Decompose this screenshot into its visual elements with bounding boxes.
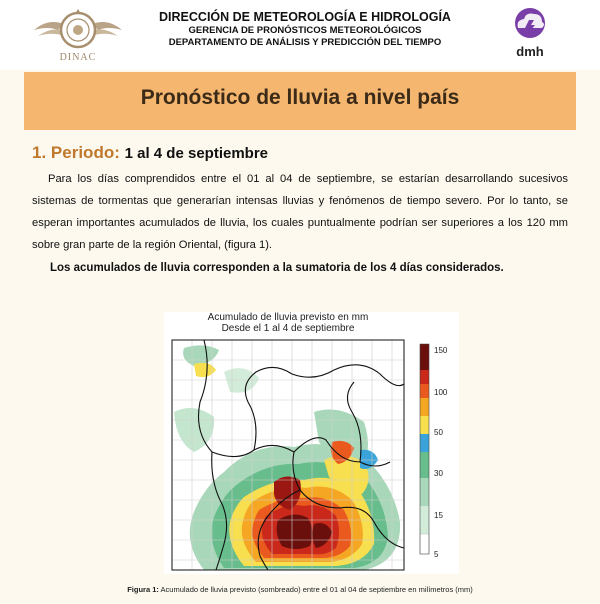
accumulation-note: Los acumulados de lluvia corresponden a la sumatoria de los 4 días considerados. [50,262,504,274]
dmh-logo [510,6,550,62]
forecast-paragraph: Para los días comprendidos entre el 01 al 04 de septiembre, se estarían desarrollando sucesivos sistemas de tormentas que generarían intensas lluvias y fenómenos de tiempo severo. Por lo tanto, se esperan importantes acumulados de lluvia, los cuales puntualmente podrían ser superiores a los 120 mm sobre gran parte de la región Oriental, (figura 1). [32,173,568,251]
storm-cloud-icon [510,6,550,42]
dmh-caption: dmh [516,44,544,59]
figure-caption-label: Figura 1: [127,585,159,594]
organization-block [140,10,470,49]
org-department: DEPARTAMENTO DE ANÁLISIS Y PREDICCIÓN DEL TIEMPO [168,37,442,48]
section-heading [32,143,268,163]
colorbar-tick-30: 30 [434,469,443,478]
title-banner [24,72,576,130]
colorbar-tick-50: 50 [434,428,443,437]
colorbar [420,344,429,554]
figure-title-line2: Desde el 1 al 4 de septiembre [221,323,355,334]
colorbar-tick-150: 150 [434,346,448,355]
rainfall-map-figure [164,312,459,574]
dinac-emblem-icon [28,6,128,52]
colorbar-tick-15: 15 [434,511,443,520]
figure-caption [0,585,600,594]
figure-caption-text: Acumulado de lluvia previsto (sombreado) entre el 01 al 04 de septiembre en milímetros (mm) [160,585,473,594]
colorbar-tick-100: 100 [434,388,448,397]
section-label: Periodo: [50,143,120,162]
org-management: GERENCIA DE PRONÓSTICOS METEOROLÓGICOS [188,25,422,36]
colorbar-tick-5: 5 [434,550,439,559]
document-header [0,0,600,70]
figure-title-line1: Acumulado de lluvia previsto en mm [207,312,369,323]
logo-caption: DINAC [59,52,97,63]
page-title: Pronóstico de lluvia a nivel país [140,86,460,109]
rainfall-map [164,312,459,574]
org-name: DIRECCIÓN DE METEOROLOGÍA E HIDROLOGÍA [159,10,451,24]
section-number: 1. [32,143,47,162]
dinac-logo [28,6,128,64]
colorbar-ticks [434,346,448,559]
section-period: 1 al 4 de septiembre [124,145,269,162]
